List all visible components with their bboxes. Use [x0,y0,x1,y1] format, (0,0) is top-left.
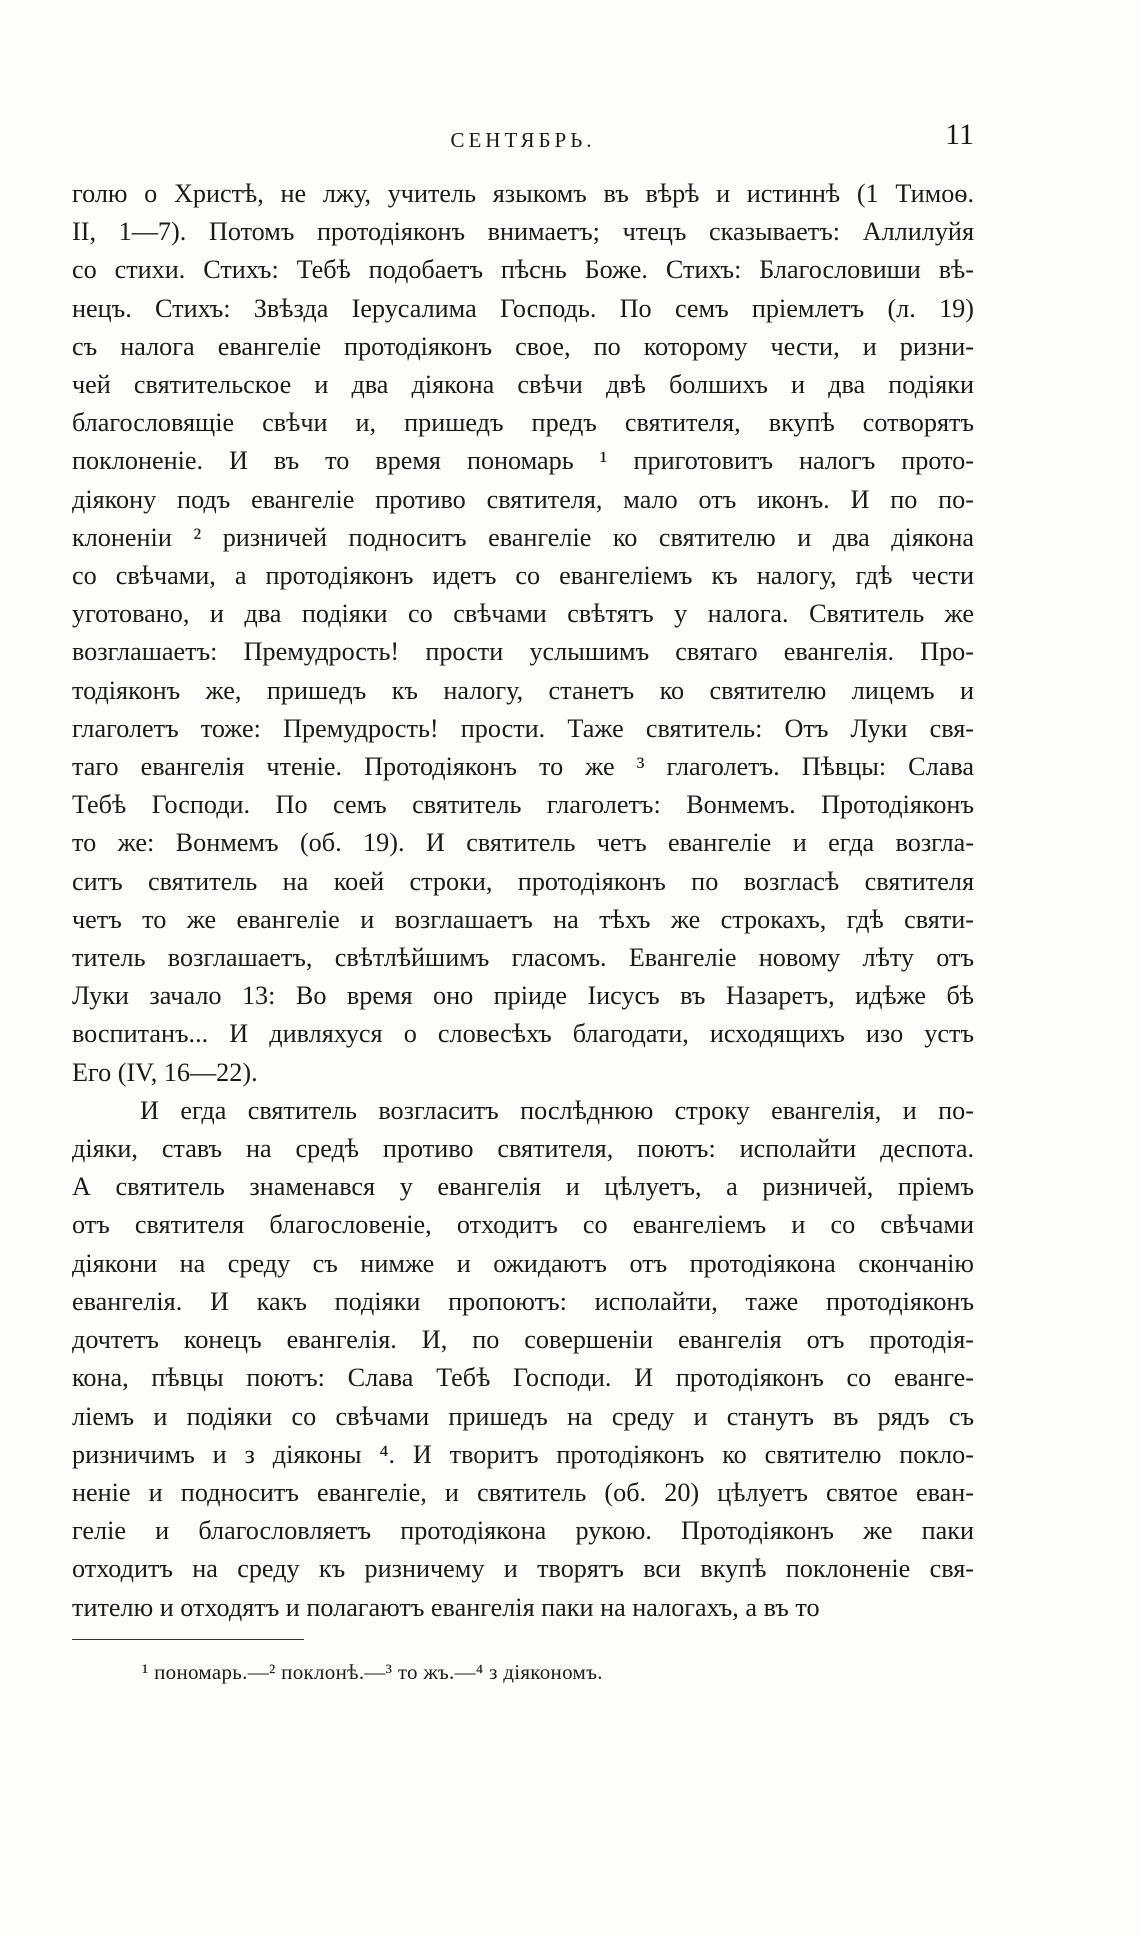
text-line: дочтетъ конецъ евангелія. И, по совершеніи евангелія отъ протодія- [72,1325,974,1355]
text-line: А святитель знаменався у евангелія и цѣлуетъ, а ризничей, пріемъ [72,1172,974,1202]
text-line: титель возглашаетъ, свѣтлѣйшимъ гласомъ. Евангеліе новому лѣту отъ [72,943,974,973]
paragraph-1 [72,175,974,1092]
text-line: то же: Вонмемъ (об. 19). И святитель четъ евангеліе и егда возгла- [72,828,974,858]
text-line: четъ то же евангеліе и возглашаетъ на тѣхъ же строкахъ, гдѣ святи- [72,904,974,934]
text-line: воспитанъ... И дивляхуся о словесѣхъ благодати, исходящихъ изо устъ [72,1019,974,1049]
text-line: тодіяконъ же, пришедъ къ налогу, станетъ ко святителю лицемъ и [72,675,974,705]
text-line: кона, пѣвцы поютъ: Слава Тебѣ Господи. И протодіяконъ со еванге- [72,1363,974,1393]
text-line: тителю и отходятъ и полагаютъ евангелія паки на налогахъ, а въ то [72,1592,820,1622]
text-line: благословящіе свѣчи и, пришедъ предъ святителя, вкупѣ сотворятъ [72,408,974,438]
running-title: СЕНТЯБРЬ. [450,128,596,152]
text-line: ситъ святитель на коей строки, протодіяконъ по возгласѣ святителя [72,866,974,896]
text-line: нецъ. Стихъ: Звѣзда Іерусалима Господь. По семъ пріемлетъ (л. 19) [72,293,974,323]
page-header [72,118,974,158]
text-line: со свѣчами, а протодіяконъ идетъ со евангеліемъ къ налогу, гдѣ чести [72,561,974,591]
paragraph-2 [72,1092,974,1627]
text-line: таго евангелія чтеніе. Протодіяконъ то же ³ глаголетъ. Пѣвцы: Слава [72,752,974,782]
text-line: евангелія. И какъ подіяки пропоютъ: исполайти, таже протодіяконъ [72,1286,974,1316]
text-line: неніе и подноситъ евангеліе, и святитель (об. 20) цѣлуетъ святое еван- [72,1477,974,1507]
text-line: геліе и благословляетъ протодіякона рукою. Протодіяконъ же паки [72,1516,974,1546]
text-line: діякону подъ евангеліе противо святителя, мало отъ иконъ. И по по- [72,484,974,514]
text-line: со стихи. Стихъ: Тебѣ подобаетъ пѣснь Боже. Стихъ: Благословиши вѣ- [72,255,974,285]
text-line: Его (IV, 16—22). [72,1057,258,1087]
text-line: глаголетъ тоже: Премудрость! прости. Таже святитель: Отъ Луки свя- [72,713,974,743]
text-line: уготовано, и два подіяки со свѣчами свѣтятъ у налога. Святитель же [72,599,974,629]
text-line: голю о Христѣ, не лжу, учитель языкомъ въ вѣрѣ и истиннѣ (1 Тимоѳ. [72,179,974,208]
text-line: возглашаетъ: Премудрость! прости услышимъ святаго евангелія. Про- [72,637,974,667]
page-number: 11 [945,118,974,151]
footnotes: ¹ пономарь.—² поклонѣ.—³ то жъ.—⁴ з діякономъ. [142,1660,603,1684]
text-line: клоненіи ² ризничей подноситъ евангеліе ко святителю и два діякона [72,522,974,552]
text-line: діяки, ставъ на средѣ противо святителя, поютъ: исполайти деспота. [72,1134,974,1164]
footnote-rule [72,1639,304,1640]
text-line: съ налога евангеліе протодіяконъ свое, по которому чести, и ризни- [72,331,974,361]
text-line: чей святительское и два діякона свѣчи двѣ болшихъ и два подіяки [72,370,974,400]
text-line: Луки зачало 13: Во время оно пріиде Іисусъ въ Назаретъ, идѣже бѣ [72,981,974,1011]
text-line: II, 1—7). Потомъ протодіяконъ внимаетъ; чтецъ сказываетъ: Аллилуйя [72,217,974,247]
text-line: Тебѣ Господи. По семъ святитель глаголетъ: Вонмемъ. Протодіяконъ [72,790,974,820]
text-line: отходитъ на среду къ ризничему и творятъ вси вкупѣ поклоненіе свя- [72,1554,974,1584]
text-line: И егда святитель возгласитъ послѣднюю строку евангелія, и по- [140,1095,974,1125]
text-line: отъ святителя благословеніе, отходитъ со евангеліемъ и со свѣчами [72,1210,974,1240]
text-line: ліемъ и подіяки со свѣчами пришедъ на среду и станутъ въ рядъ съ [72,1401,974,1431]
text-line: поклоненіе. И въ то время пономарь ¹ приготовитъ налогъ прото- [72,446,974,476]
text-line: ризничимъ и з діяконы ⁴. И творитъ протодіяконъ ко святителю покло- [72,1439,974,1469]
body-text [72,175,974,1627]
text-line: діякони на среду съ нимже и ожидаютъ отъ протодіякона скончанію [72,1248,974,1278]
